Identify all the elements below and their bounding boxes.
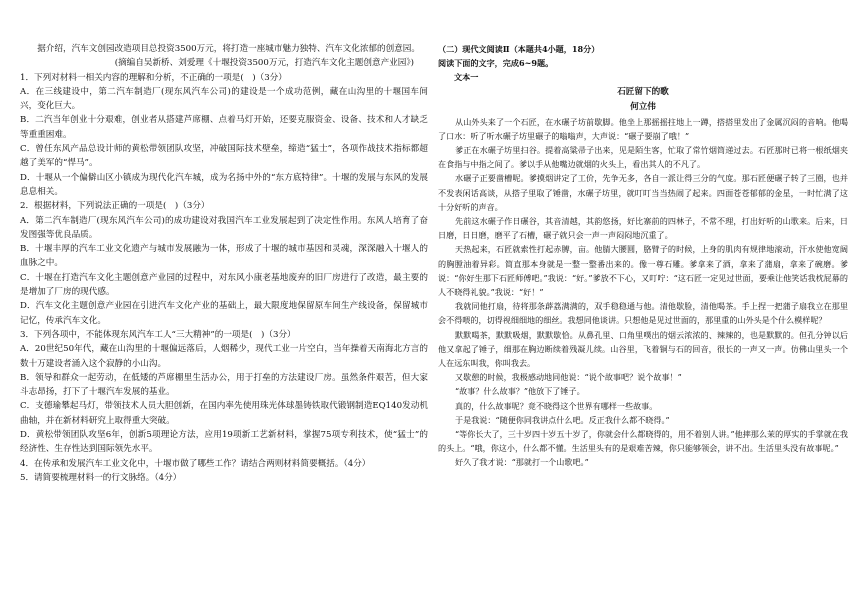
story-author: 何立伟: [630, 101, 656, 112]
text-label: 文本一: [454, 72, 479, 83]
story-paragraph: 先前这水碾子作日碾谷，其音清越，其韵悠扬，好比寨前的四林子，不常不理，打出好听的山歌来。后来，日日磨，日日磨，磨平了石槽，碾子就只会一声一声闷闷地沉重了。: [438, 216, 848, 241]
story-paragraph: 于是我说：“随便你同我讲点什么吧。反正我什么都不晓得。”: [455, 414, 670, 425]
question-2-option-a: A．第二汽车制造厂(现东风汽车公司)的成功建设对我国汽车工业发展起到了决定性作用。东风人培育了奋发图强等优良品质。: [20, 215, 428, 240]
story-title: 石匠留下的歌: [617, 86, 669, 97]
story-paragraph: “等你长大了，三十岁四十岁五十岁了，你就会什么都晓得的，用不着别人讲。”他摔那么茉的厚实的手掌就在我的头上。“哦，你这小，什么都不懂。生活里头有的是艰难苦辣，你只能够领会，讲不出。生活里头没有故事呢。”: [438, 429, 848, 454]
material-source: (摘编自吴新桥、刘爱理《十堰投资3500万元，打造汽车文化主题创意产业园》): [114, 58, 414, 69]
question-1-option-d: D．十堰从一个偏僻山区小镇成为现代化汽车城，成为名扬中外的“东方底特律”。十堰的发展与东风的发展息息相关。: [20, 172, 428, 197]
story-paragraph: 我就同他打扇，待将那条薜荔满满的，双手稳稳通与他。清他歇脸，清他喝茶。手上捏一把蒲子扇我立在那里会不得喂的，切得视细细地的细丝。我想同他谈讲。只想他是见过世面的，那里重的山外头是个什么模样呢？: [438, 301, 848, 326]
story-paragraph: 好久了我才说：“那就打一个山歌吧。”: [455, 457, 589, 468]
story-paragraph: 又歇憩的时候，我极感动地同他说：“说个故事吧？说个故事！”: [455, 372, 682, 383]
question-2-option-b: B．十堰丰厚的汽车工业文化遗产与城市发展融为一体，形成了十堰的城市基因和灵魂，深深融入十堰人的血脉之中。: [20, 244, 428, 269]
question-1-option-b: B．二汽当年创业十分艰难，创业者从搭建芦席棚、点着马灯开始，还要克服资金、设备、技术和人才缺乏等重重困难。: [20, 115, 428, 140]
question-3-stem: 3．下列各项中，不能体现东风汽车工人“三大精神”的一项是( )（3分）: [20, 329, 296, 340]
question-3-option-a: A．20世纪50年代，藏在山沟里的十堰偏远落后，人烟稀少，现代工业一片空白，当年操着天南海北方言的数十万建设者涌入这个寂静的小山沟。: [20, 344, 428, 369]
question-3-option-d: D．黄松带领团队攻坚6年，创新5项理论方法，应用19项新工艺新材料，掌握75项专利技术，使“猛士”的经济性、生存性达到国际领先水平。: [20, 430, 428, 455]
question-4: 4．在传承和发展汽车工业文化中，十堰市做了哪些工作？请结合两则材料简要概括。（4分）: [20, 458, 371, 469]
story-paragraph: 水碾子正要凿槽呢。爹摸烟讲定了工价，先争无多，各自一派让得三分的气度。那石匠便碾子转了三圈，也并不发表闲话高谈，从搭子里取了锤凿，水碾子坊里，就叮叮当当热闹了起来。四面苍苍郁郁的金星，一时忙满了这十分好听的声音。: [438, 173, 848, 212]
question-3-option-b: B．领导和群众一起劳动，在低矮的芦席棚里生活办公，用于打垒的方法建设厂房。虽然条件艰苦，但大家斗志昂扬，打下了十堰汽车发展的基业。: [20, 372, 428, 398]
question-2-option-c: C．十堰在打造汽车文化主题创意产业园的过程中，对东风小康老基地废弃的旧厂房进行了改造，最主要的是增加了厂房的现代感。: [20, 272, 428, 298]
section-heading: （二）现代文阅读Ⅱ（本题共4小题，18分）: [438, 44, 600, 54]
story-paragraph: 真的，什么故事呢？竟不晓得这个世界有哪样一些故事。: [455, 400, 658, 411]
material-intro: 据介绍，汽车文创园改造项目总投资3500万元，将打造一座城市魅力独特、汽车文化浓郁的创意园。: [37, 44, 420, 54]
right-column: [438, 42, 848, 470]
question-3-option-c: C．支德瑜攀起马灯，带领技术人员大胆创新，在国内率先使用珠光体球墨铸铁取代锻钢制造EQ140发动机曲轴，并在新材料研究上取得重大突破。: [20, 401, 428, 426]
story-paragraph: 默默喝茶，默默吸烟，默默歇恰。从鼻孔里、口角里噗出的烟云浓浓的、辣辣的，也是默默的。但孔分钟以后他又拿起了锤子，细那在胸边断续着残凝儿续。山谷里，飞着铜与石的回音，很长的一声又一声。仿佛山里头一个人在远东叫我，你叫我去。: [438, 329, 848, 369]
question-1-stem: 1．下列对材料一相关内容的理解和分析，不正确的一项是( )（3分）: [20, 72, 287, 83]
story-paragraph: 天热起来，石匠就索性打起赤膊，亩。他腈大腰圆，胳臂子的时候，上身的肌肉有规律地滚动，汗水使他宽阔的胸膛油着异彩。简直那本身就是一整一整番出来的。像一尊石雕。爹拿来了酒，拿来了蒲扇，拿来了碗磨。爹说：“你好生那下石匠师傅吧。”我说：“好。”爹放不下心，又叮咛：“这石匠一定见过世面，要乘让他笑话我枕屁幕的人不晓得礼貌。”我说：“好！”: [438, 244, 848, 298]
left-column: [20, 42, 428, 485]
story-paragraph: 从山外头来了一个石匠，在水碾子坊前歇脚。他坐上那摇摇拄地上一蹲，搭搭里发出了金属沉闷的音响。他喝了口水：听了听水碾子坊里碾子的嗡嗡声，大声说：“碾子要崩了哦！”: [438, 116, 848, 141]
reading-instruction: 阅读下面的文字，完成6~9题。: [438, 58, 554, 69]
question-1-option-c: C．曾任东风产品总设计师的黄松带领团队攻坚，冲破国际技术壁垒，缔造“猛士”，各项作战技术指标都超越了美军的“悍马”。: [20, 144, 428, 169]
question-1-option-a: A．在三线建设中，第二汽车制造厂(现东风汽车公司)的建设是一个成功范例，藏在山沟里的十堰国车间兴，变化巨大。: [20, 86, 428, 112]
story-paragraph: 爹正在水碾子坊里扫谷。提着高粱帚子出来，见是陌生客，忙取了常竹烟筒递过去。石匠那时已将一根纸烟夹在食指与中指之间了。爹以手从他嘴边就烟的火头上，看出其人的不凡了。: [438, 145, 848, 170]
story-paragraph: “故事？什么故事？”他放下了锤子。: [455, 386, 585, 397]
question-5: 5．请简要梳理材料一的行文脉络。（4分）: [20, 472, 182, 483]
question-2-stem: 2．根据材料，下列说法正确的一项是( )（3分）: [20, 201, 210, 212]
question-2-option-d: D．汽车文化主题创意产业园在引进汽车文化产业的基础上，最大限度地保留原车间生产线设备，保留城市记忆，传承汽车文化。: [20, 301, 428, 326]
